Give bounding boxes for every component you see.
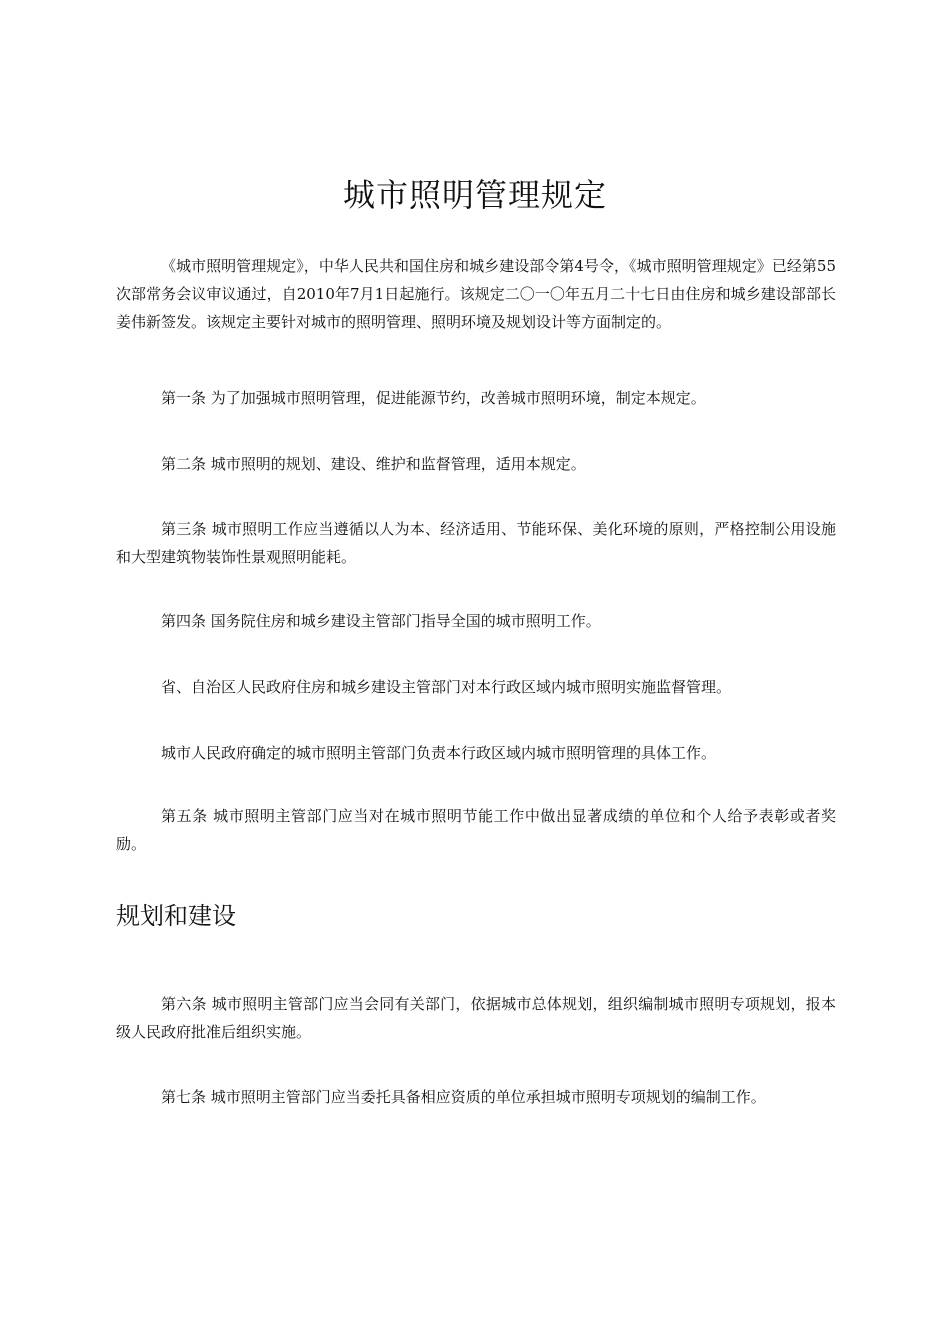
article-4-paragraph-2: 省、自治区人民政府住房和城乡建设主管部门对本行政区域内城市照明实施监督管理。	[161, 678, 732, 696]
article-1: 第一条 为了加强城市照明管理，促进能源节约，改善城市照明环境，制定本规定。	[161, 389, 706, 407]
article-6: 第六条 城市照明主管部门应当会同有关部门，依据城市总体规划，组织编制城市照明专项规划，报本级人民政府批准后组织实施。	[116, 995, 836, 1041]
section-heading: 规划和建设	[116, 902, 236, 930]
intro-paragraph: 《城市照明管理规定》，中华人民共和国住房和城乡建设部令第4号令，《城市照明管理规定》已经第55次部常务会议审议通过，自2010年7月1日起施行。该规定二〇一〇年五月二十七日由住房和城乡建设部部长姜伟新签发。该规定主要针对城市的照明管理、照明环境及规划设计等方面制定的。	[116, 257, 836, 331]
article-2: 第二条 城市照明的规划、建设、维护和监督管理，适用本规定。	[161, 455, 586, 473]
article-7: 第七条 城市照明主管部门应当委托具备相应资质的单位承担城市照明专项规划的编制工作。	[161, 1088, 766, 1106]
article-4-paragraph-1: 第四条 国务院住房和城乡建设主管部门指导全国的城市照明工作。	[161, 612, 601, 630]
article-4-paragraph-3: 城市人民政府确定的城市照明主管部门负责本行政区域内城市照明管理的具体工作。	[161, 744, 717, 762]
document-title: 城市照明管理规定	[342, 176, 607, 214]
article-5: 第五条 城市照明主管部门应当对在城市照明节能工作中做出显著成绩的单位和个人给予表彰或者奖励。	[116, 807, 836, 853]
article-3: 第三条 城市照明工作应当遵循以人为本、经济适用、节能环保、美化环境的原则，严格控制公用设施和大型建筑物装饰性景观照明能耗。	[116, 520, 836, 566]
